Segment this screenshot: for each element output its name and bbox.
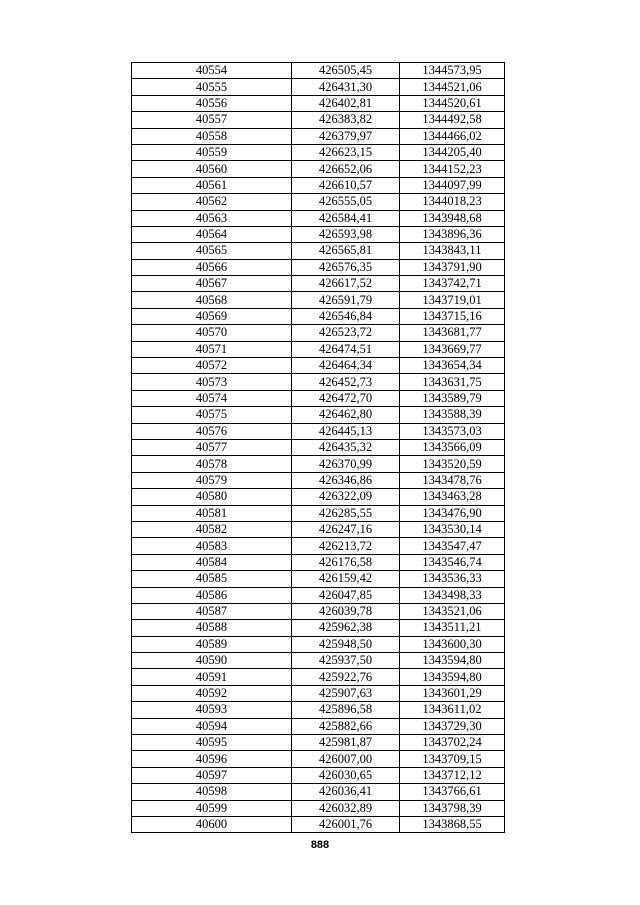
point-number-cell: 40576	[132, 423, 292, 439]
point-number-cell: 40589	[132, 636, 292, 652]
y-coordinate-cell: 1344521,06	[400, 79, 505, 95]
y-coordinate-cell: 1344520,61	[400, 95, 505, 111]
point-number-cell: 40559	[132, 144, 292, 160]
table-row	[132, 718, 505, 734]
table-row	[132, 653, 505, 669]
y-coordinate-cell: 1343868,55	[400, 816, 505, 832]
coordinates-table	[131, 62, 505, 833]
point-number-cell: 40556	[132, 95, 292, 111]
y-coordinate-cell: 1343766,61	[400, 784, 505, 800]
x-coordinate-cell: 426435,32	[292, 439, 400, 455]
table-row	[132, 472, 505, 488]
y-coordinate-cell: 1343546,74	[400, 554, 505, 570]
point-number-cell: 40600	[132, 816, 292, 832]
x-coordinate-cell: 426576,35	[292, 259, 400, 275]
y-coordinate-cell: 1343536,33	[400, 571, 505, 587]
point-number-cell: 40565	[132, 243, 292, 259]
point-number-cell: 40595	[132, 735, 292, 751]
point-number-cell: 40558	[132, 128, 292, 144]
point-number-cell: 40591	[132, 669, 292, 685]
table-row	[132, 489, 505, 505]
y-coordinate-cell: 1343719,01	[400, 292, 505, 308]
x-coordinate-cell: 426593,98	[292, 226, 400, 242]
point-number-cell: 40590	[132, 653, 292, 669]
table-row	[132, 210, 505, 226]
x-coordinate-cell: 426047,85	[292, 587, 400, 603]
x-coordinate-cell: 426379,97	[292, 128, 400, 144]
x-coordinate-cell: 426505,45	[292, 63, 400, 79]
y-coordinate-cell: 1343498,33	[400, 587, 505, 603]
y-coordinate-cell: 1343729,30	[400, 718, 505, 734]
x-coordinate-cell: 425937,50	[292, 653, 400, 669]
x-coordinate-cell: 426247,16	[292, 521, 400, 537]
x-coordinate-cell: 426610,57	[292, 177, 400, 193]
point-number-cell: 40557	[132, 112, 292, 128]
x-coordinate-cell: 426159,42	[292, 571, 400, 587]
y-coordinate-cell: 1344097,99	[400, 177, 505, 193]
page-number: 888	[310, 839, 330, 851]
x-coordinate-cell: 426452,73	[292, 374, 400, 390]
x-coordinate-cell: 425981,87	[292, 735, 400, 751]
table-row	[132, 521, 505, 537]
point-number-cell: 40586	[132, 587, 292, 603]
table-row	[132, 243, 505, 259]
coordinates-table-body	[132, 63, 505, 833]
table-row	[132, 735, 505, 751]
point-number-cell: 40580	[132, 489, 292, 505]
x-coordinate-cell: 426176,58	[292, 554, 400, 570]
point-number-cell: 40584	[132, 554, 292, 570]
y-coordinate-cell: 1343896,36	[400, 226, 505, 242]
point-number-cell: 40581	[132, 505, 292, 521]
point-number-cell: 40585	[132, 571, 292, 587]
point-number-cell: 40593	[132, 702, 292, 718]
point-number-cell: 40573	[132, 374, 292, 390]
y-coordinate-cell: 1344018,23	[400, 194, 505, 210]
table-row	[132, 767, 505, 783]
x-coordinate-cell: 426617,52	[292, 276, 400, 292]
table-row	[132, 702, 505, 718]
x-coordinate-cell: 426322,09	[292, 489, 400, 505]
y-coordinate-cell: 1343791,90	[400, 259, 505, 275]
table-row	[132, 816, 505, 832]
table-row	[132, 784, 505, 800]
table-row	[132, 423, 505, 439]
table-row	[132, 439, 505, 455]
x-coordinate-cell: 425948,50	[292, 636, 400, 652]
x-coordinate-cell: 426584,41	[292, 210, 400, 226]
x-coordinate-cell: 426565,81	[292, 243, 400, 259]
x-coordinate-cell: 426370,99	[292, 456, 400, 472]
table-row	[132, 358, 505, 374]
y-coordinate-cell: 1343530,14	[400, 521, 505, 537]
table-row	[132, 587, 505, 603]
point-number-cell: 40583	[132, 538, 292, 554]
table-row	[132, 538, 505, 554]
table-row	[132, 259, 505, 275]
x-coordinate-cell: 425962,38	[292, 620, 400, 636]
table-row	[132, 128, 505, 144]
table-row	[132, 800, 505, 816]
x-coordinate-cell: 426032,89	[292, 800, 400, 816]
table-row	[132, 292, 505, 308]
table-row	[132, 456, 505, 472]
y-coordinate-cell: 1343511,21	[400, 620, 505, 636]
y-coordinate-cell: 1343547,47	[400, 538, 505, 554]
x-coordinate-cell: 426623,15	[292, 144, 400, 160]
y-coordinate-cell: 1343600,30	[400, 636, 505, 652]
y-coordinate-cell: 1344152,23	[400, 161, 505, 177]
y-coordinate-cell: 1343573,03	[400, 423, 505, 439]
y-coordinate-cell: 1343601,29	[400, 685, 505, 701]
x-coordinate-cell: 426431,30	[292, 79, 400, 95]
y-coordinate-cell: 1343566,09	[400, 439, 505, 455]
y-coordinate-cell: 1343702,24	[400, 735, 505, 751]
table-row	[132, 669, 505, 685]
table-row	[132, 407, 505, 423]
x-coordinate-cell: 426030,65	[292, 767, 400, 783]
y-coordinate-cell: 1343594,80	[400, 669, 505, 685]
point-number-cell: 40588	[132, 620, 292, 636]
x-coordinate-cell: 426591,79	[292, 292, 400, 308]
point-number-cell: 40560	[132, 161, 292, 177]
table-row	[132, 276, 505, 292]
y-coordinate-cell: 1343654,34	[400, 358, 505, 374]
point-number-cell: 40577	[132, 439, 292, 455]
table-row	[132, 390, 505, 406]
x-coordinate-cell: 425896,58	[292, 702, 400, 718]
table-row	[132, 325, 505, 341]
point-number-cell: 40562	[132, 194, 292, 210]
x-coordinate-cell: 426036,41	[292, 784, 400, 800]
point-number-cell: 40561	[132, 177, 292, 193]
x-coordinate-cell: 426039,78	[292, 603, 400, 619]
x-coordinate-cell: 426383,82	[292, 112, 400, 128]
y-coordinate-cell: 1343712,12	[400, 767, 505, 783]
y-coordinate-cell: 1343742,71	[400, 276, 505, 292]
x-coordinate-cell: 425922,76	[292, 669, 400, 685]
point-number-cell: 40566	[132, 259, 292, 275]
y-coordinate-cell: 1343681,77	[400, 325, 505, 341]
y-coordinate-cell: 1343631,75	[400, 374, 505, 390]
table-row	[132, 751, 505, 767]
y-coordinate-cell: 1344492,58	[400, 112, 505, 128]
table-row	[132, 554, 505, 570]
x-coordinate-cell: 426474,51	[292, 341, 400, 357]
point-number-cell: 40592	[132, 685, 292, 701]
table-row	[132, 95, 505, 111]
y-coordinate-cell: 1343709,15	[400, 751, 505, 767]
point-number-cell: 40567	[132, 276, 292, 292]
x-coordinate-cell: 425907,63	[292, 685, 400, 701]
x-coordinate-cell: 426652,06	[292, 161, 400, 177]
point-number-cell: 40564	[132, 226, 292, 242]
table-row	[132, 620, 505, 636]
table-row	[132, 571, 505, 587]
x-coordinate-cell: 426462,80	[292, 407, 400, 423]
point-number-cell: 40578	[132, 456, 292, 472]
x-coordinate-cell: 426523,72	[292, 325, 400, 341]
y-coordinate-cell: 1343463,28	[400, 489, 505, 505]
table-row	[132, 374, 505, 390]
y-coordinate-cell: 1343843,11	[400, 243, 505, 259]
y-coordinate-cell: 1344466,02	[400, 128, 505, 144]
table-row	[132, 505, 505, 521]
point-number-cell: 40597	[132, 767, 292, 783]
point-number-cell: 40555	[132, 79, 292, 95]
table-row	[132, 685, 505, 701]
y-coordinate-cell: 1343715,16	[400, 308, 505, 324]
y-coordinate-cell: 1343948,68	[400, 210, 505, 226]
point-number-cell: 40598	[132, 784, 292, 800]
table-row	[132, 341, 505, 357]
point-number-cell: 40574	[132, 390, 292, 406]
table-row	[132, 144, 505, 160]
y-coordinate-cell: 1343521,06	[400, 603, 505, 619]
point-number-cell: 40587	[132, 603, 292, 619]
table-row	[132, 226, 505, 242]
x-coordinate-cell: 426346,86	[292, 472, 400, 488]
point-number-cell: 40569	[132, 308, 292, 324]
y-coordinate-cell: 1343589,79	[400, 390, 505, 406]
point-number-cell: 40599	[132, 800, 292, 816]
table-row	[132, 112, 505, 128]
x-coordinate-cell: 426472,70	[292, 390, 400, 406]
x-coordinate-cell: 426001,76	[292, 816, 400, 832]
point-number-cell: 40582	[132, 521, 292, 537]
table-row	[132, 161, 505, 177]
point-number-cell: 40579	[132, 472, 292, 488]
table-row	[132, 63, 505, 79]
point-number-cell: 40570	[132, 325, 292, 341]
x-coordinate-cell: 426546,84	[292, 308, 400, 324]
table-row	[132, 636, 505, 652]
y-coordinate-cell: 1343520,59	[400, 456, 505, 472]
table-row	[132, 603, 505, 619]
x-coordinate-cell: 426555,05	[292, 194, 400, 210]
x-coordinate-cell: 426464,34	[292, 358, 400, 374]
point-number-cell: 40554	[132, 63, 292, 79]
y-coordinate-cell: 1344205,40	[400, 144, 505, 160]
y-coordinate-cell: 1344573,95	[400, 63, 505, 79]
point-number-cell: 40571	[132, 341, 292, 357]
x-coordinate-cell: 426007,00	[292, 751, 400, 767]
point-number-cell: 40575	[132, 407, 292, 423]
y-coordinate-cell: 1343478,76	[400, 472, 505, 488]
point-number-cell: 40572	[132, 358, 292, 374]
table-row	[132, 177, 505, 193]
x-coordinate-cell: 426213,72	[292, 538, 400, 554]
y-coordinate-cell: 1343798,39	[400, 800, 505, 816]
x-coordinate-cell: 426285,55	[292, 505, 400, 521]
point-number-cell: 40594	[132, 718, 292, 734]
x-coordinate-cell: 425882,66	[292, 718, 400, 734]
y-coordinate-cell: 1343476,90	[400, 505, 505, 521]
y-coordinate-cell: 1343669,77	[400, 341, 505, 357]
point-number-cell: 40568	[132, 292, 292, 308]
x-coordinate-cell: 426445,13	[292, 423, 400, 439]
x-coordinate-cell: 426402,81	[292, 95, 400, 111]
y-coordinate-cell: 1343588,39	[400, 407, 505, 423]
table-row	[132, 308, 505, 324]
table-row	[132, 79, 505, 95]
y-coordinate-cell: 1343594,80	[400, 653, 505, 669]
table-row	[132, 194, 505, 210]
y-coordinate-cell: 1343611,02	[400, 702, 505, 718]
point-number-cell: 40596	[132, 751, 292, 767]
point-number-cell: 40563	[132, 210, 292, 226]
